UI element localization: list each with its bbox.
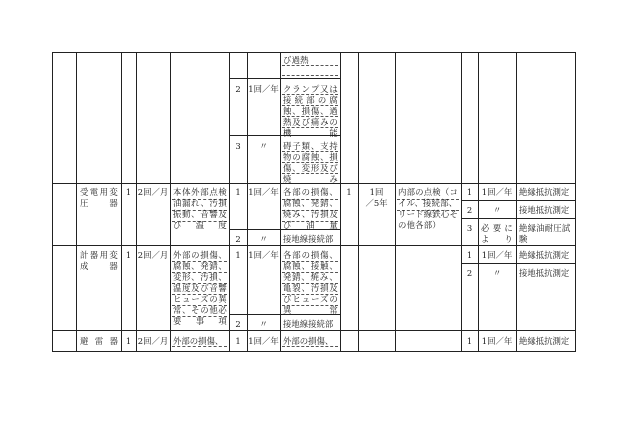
insp-freq: 1回／年 <box>248 187 279 197</box>
test-no: 1 <box>466 250 473 260</box>
patrol-items-transformer: 本体外部点検油漏れ、汚損振動、音響及び温度 <box>173 187 227 230</box>
col-line <box>76 52 77 352</box>
inner-divider <box>229 78 340 79</box>
test-desc: 接地抵抗測定 <box>519 205 570 215</box>
row-divider <box>52 245 576 246</box>
desc-cont-b: クランプ又は接続部の腐蝕、損傷、過熱及び痛みの機能 <box>283 84 338 138</box>
test-freq: 〃 <box>492 268 502 278</box>
test-no: 1 <box>466 336 473 346</box>
qty-transformer: 1 <box>125 187 132 197</box>
test-no: 2 <box>466 205 473 215</box>
insp-no: 1 <box>235 187 241 197</box>
col-line <box>121 52 122 352</box>
table-bottom-border <box>52 351 576 352</box>
insp-desc: 各部の損傷、腐蝕、発錆、焼み、汚損及び油量 <box>283 187 338 230</box>
table-top-border <box>52 52 576 53</box>
test-no: 2 <box>466 268 473 278</box>
patrol-freq-instrument-transformer: 2回／月 <box>137 250 169 260</box>
no-cont-b: 2 <box>235 84 241 94</box>
col-line <box>340 52 341 352</box>
detail-no: 1 <box>346 187 352 197</box>
col-line <box>575 52 576 352</box>
insp-freq: 1回／年 <box>248 336 279 346</box>
test-desc: 絶縁抵抗測定 <box>519 250 570 260</box>
test-no: 1 <box>466 187 473 197</box>
insp-desc: 各部の損傷、腐蝕、接触、発錆、焼み、亀裂、汚損及びヒューズの異常 <box>283 250 338 315</box>
test-desc: 絶縁抵抗測定 <box>519 336 570 346</box>
equipment-name-arrester: 避雷器 <box>80 336 118 346</box>
patrol-items-instrument-transformer: 外部の損傷、腐蝕、発錆、変形、汚損、温度及び音響ヒューズの異常、その他必要事項 <box>173 250 227 326</box>
insp-freq: 1回／年 <box>248 250 279 260</box>
equipment-name-instrument-transformer: 計器用変成器 <box>80 250 118 271</box>
col-line <box>229 52 230 352</box>
test-freq: 1回／年 <box>481 336 513 346</box>
detail-freq: 1回 ／5年 <box>365 187 388 208</box>
desc-cont-c: 碍子類、支持物の腐蝕、損傷、変形及び焼み <box>283 141 338 184</box>
test-freq: 〃 <box>492 205 502 215</box>
patrol-items-arrester: 外部の損傷、 <box>173 336 224 346</box>
insp-desc: 接地線接続部 <box>283 319 334 329</box>
no-cont-c: 3 <box>235 141 241 151</box>
test-desc: 絶縁油耐圧試験 <box>519 223 571 244</box>
insp-freq: 〃 <box>259 234 268 244</box>
equipment-name-transformer: 受電用変圧器 <box>80 187 118 208</box>
desc-cont-a: び過熱 <box>283 55 309 65</box>
insp-no: 1 <box>235 336 241 346</box>
col-line <box>478 52 479 352</box>
insp-no: 2 <box>235 319 241 329</box>
insp-desc: 外部の損傷、 <box>283 336 334 346</box>
insp-desc: 接地線接続部 <box>283 234 334 244</box>
test-desc: 接地抵抗測定 <box>519 268 570 278</box>
col-line <box>461 52 462 352</box>
col-line <box>516 52 517 352</box>
test-freq: 必要により <box>481 223 513 244</box>
freq-cont-b: 1回／年 <box>248 84 279 94</box>
patrol-freq-transformer: 2回／月 <box>137 187 169 197</box>
detail-desc: 内部の点検（コイル、接続部、リード線鉄心その他各部） <box>398 187 459 230</box>
test-desc: 絶縁抵抗測定 <box>519 187 570 197</box>
freq-cont-c: 〃 <box>259 141 268 151</box>
col-line <box>280 52 281 352</box>
test-freq: 1回／年 <box>481 250 513 260</box>
qty-instrument-transformer: 1 <box>125 250 132 260</box>
col-line <box>52 52 53 352</box>
col-line <box>136 52 137 352</box>
patrol-freq-arrester: 2回／月 <box>137 336 169 346</box>
col-line <box>247 52 248 352</box>
test-freq: 1回／年 <box>481 187 513 197</box>
insp-no: 1 <box>235 250 241 260</box>
col-line <box>170 52 171 352</box>
qty-arrester: 1 <box>125 336 132 346</box>
col-line <box>395 52 396 352</box>
insp-no: 2 <box>235 234 241 244</box>
row-divider <box>52 330 576 331</box>
test-no: 3 <box>466 223 473 233</box>
insp-freq: 〃 <box>259 319 268 329</box>
